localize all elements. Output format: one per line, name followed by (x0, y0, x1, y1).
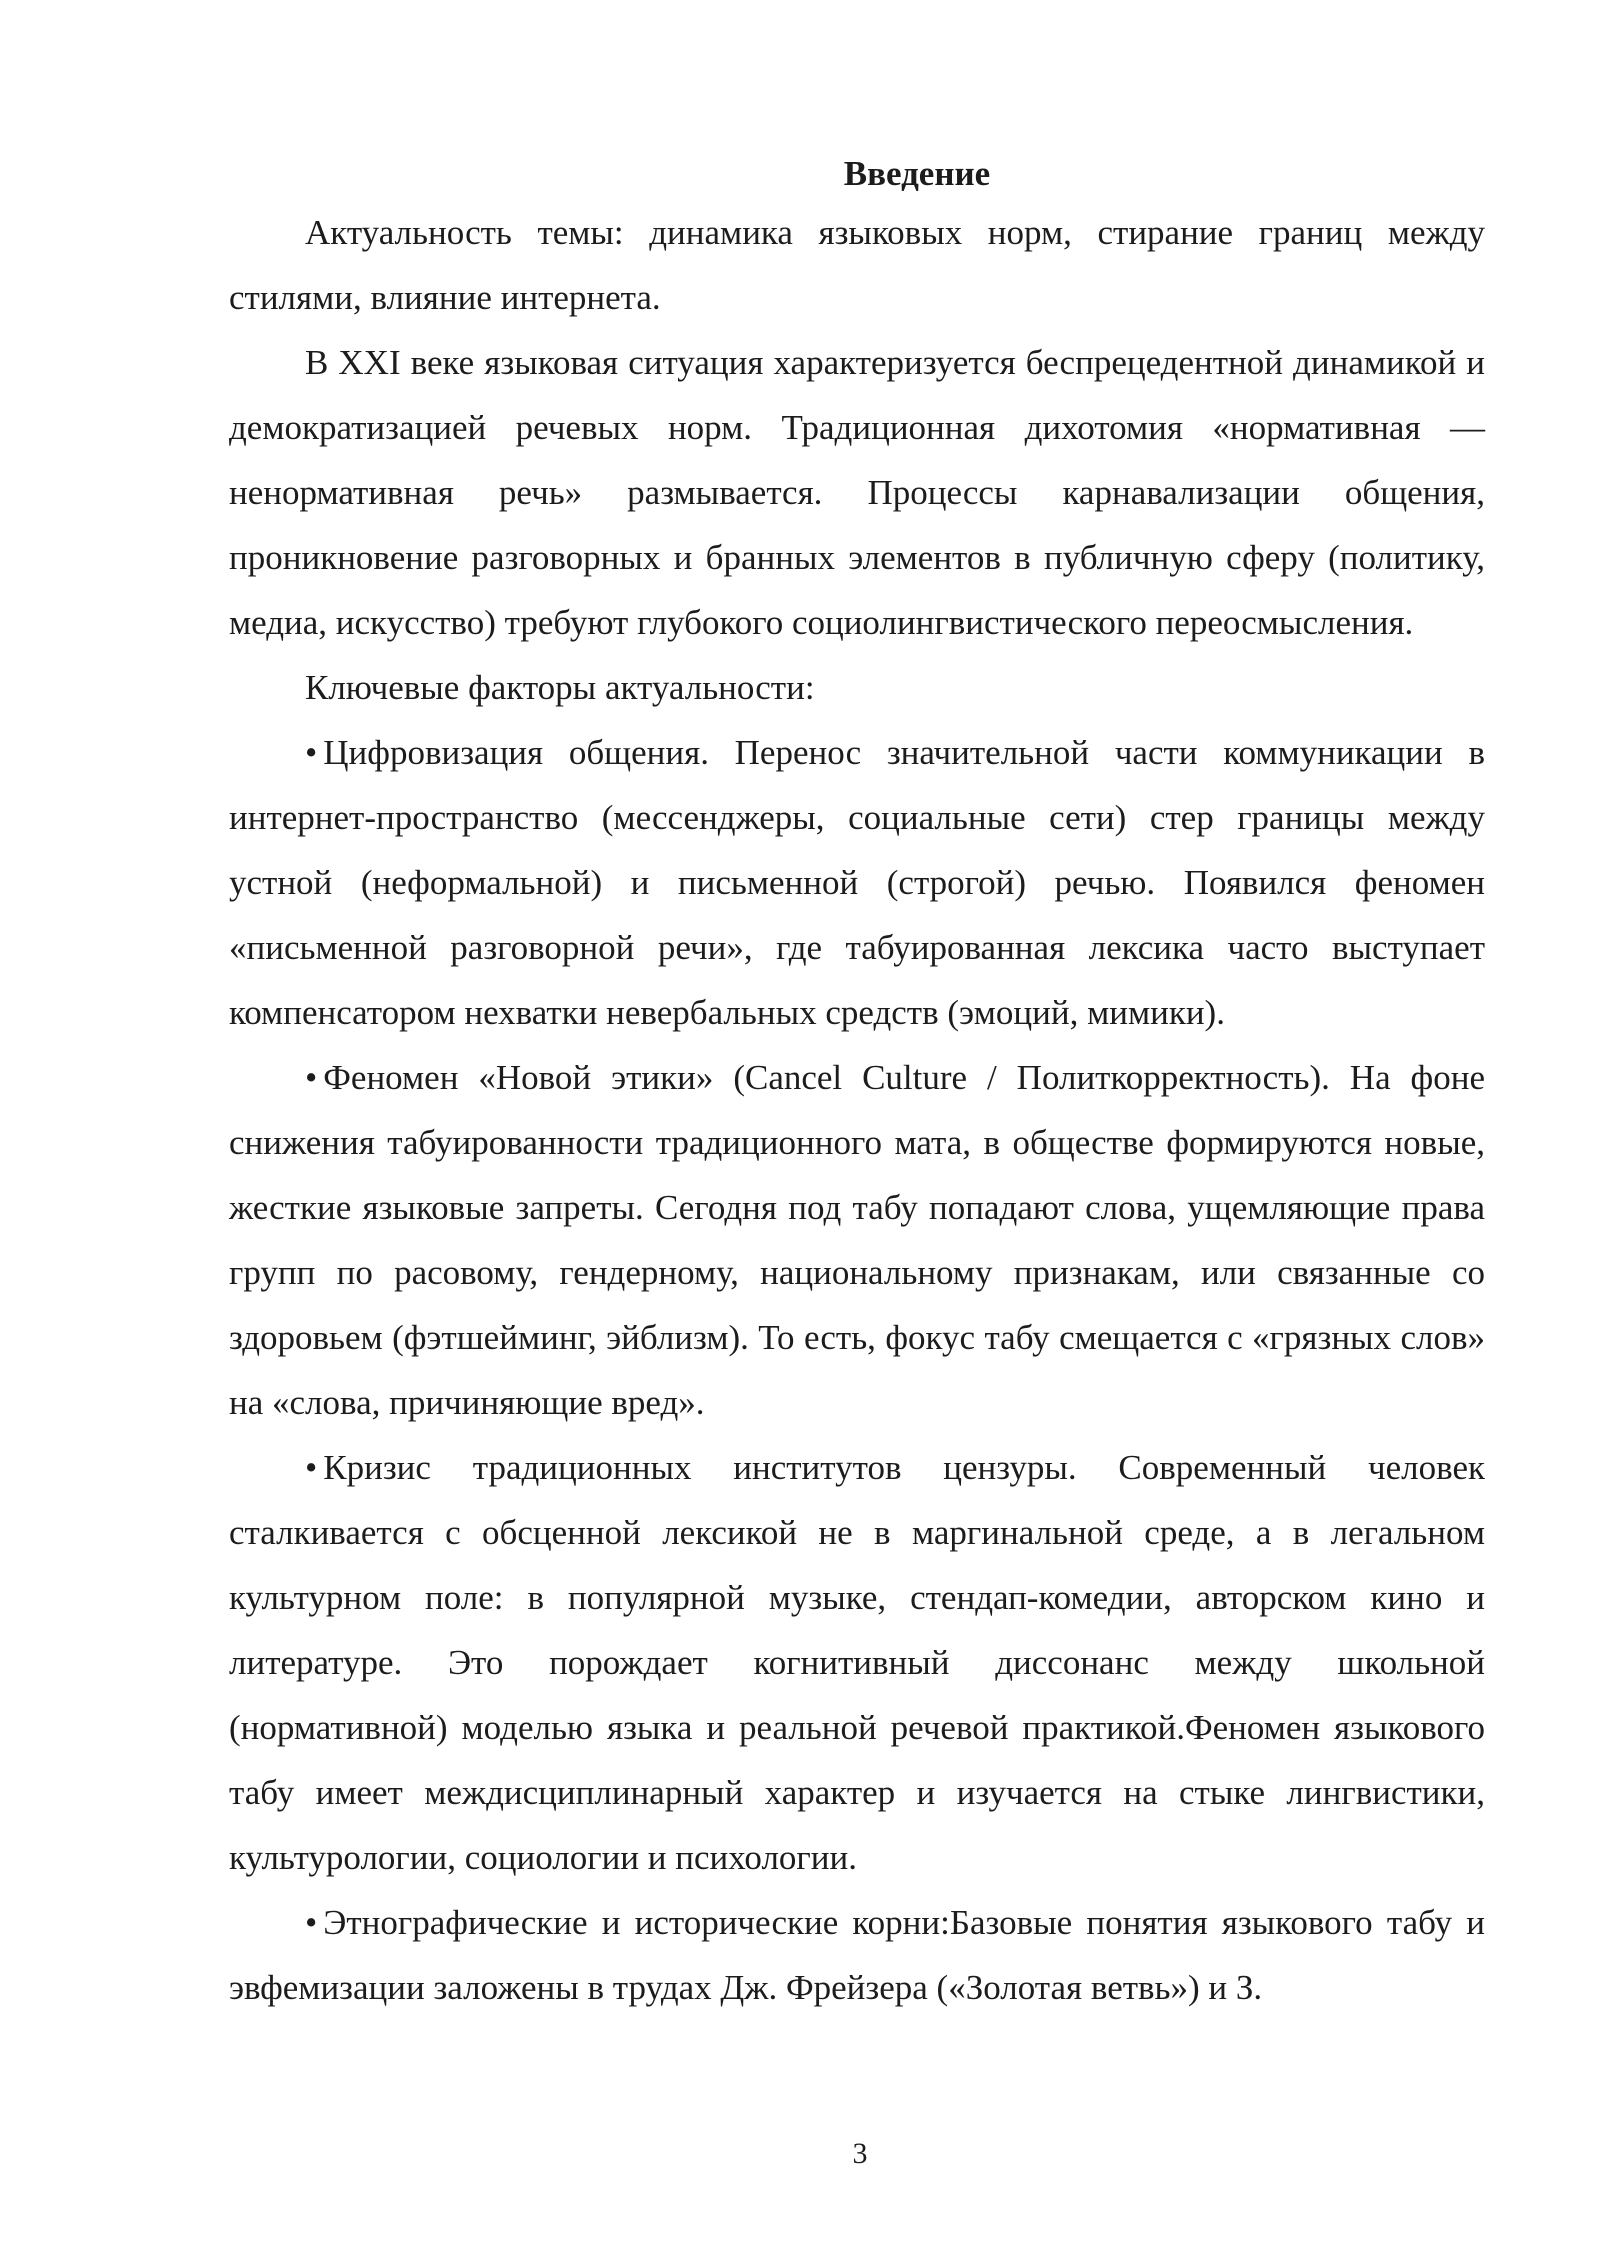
paragraph-language-situation: В XXI веке языковая ситуация характеризуется беспрецедентной динамикой и демократизацией речевых норм. Традиционная дихотомия «нормативная — ненормативная речь» размывается. Процессы карнавализации общения, проникновение разговорных и бранных элементов в публичную сферу (политику, медиа, искусство) требуют глубокого социолингвистического переосмысления. (229, 343, 1485, 642)
bullet-icon: • (305, 1058, 318, 1097)
bullet-item-new-ethics (229, 1045, 1485, 1435)
bullet-item-digitalization (229, 720, 1485, 1045)
bullet-icon: • (305, 733, 318, 772)
page-body (229, 148, 1485, 2020)
bullet-item-censorship-crisis (229, 1435, 1485, 1890)
paragraph-relevance-topic: Актуальность темы: динамика языковых норм, стирание границ между стилями, влияние интернета. (229, 213, 1485, 317)
bullet-text: Цифровизация общения. Перенос значительной части коммуникации в интернет-пространство (мессенджеры, социальные сети) стер границы между устной (неформальной) и письменной (строгой) речью. Появился феномен «письменной разговорной речи», где табуированная лексика часто выступает компенсатором нехватки невербальных средств (эмоций, мимики). (229, 733, 1485, 1032)
paragraph-key-factors-intro: Ключевые факторы актуальности: (305, 668, 815, 707)
page-number: 3 (852, 2137, 868, 2170)
bullet-text: Кризис традиционных институтов цензуры. Современный человек сталкивается с обсценной лексикой не в маргинальной среде, а в легальном культурном поле: в популярной музыке, стендап-комедии, авторском кино и литературе. Это порождает когнитивный диссонанс между школьной (нормативной) моделью языка и реальной речевой практикой.Феномен языкового табу имеет междисциплинарный характер и изучается на стыке лингвистики, культурологии, социологии и психологии. (229, 1448, 1485, 1877)
section-heading: Введение (843, 154, 991, 193)
bullet-text: Феномен «Новой этики» (Cancel Culture / Политкорректность). На фоне снижения табуированности традиционного мата, в обществе формируются новые, жесткие языковые запреты. Сегодня под табу попадают слова, ущемляющие права групп по расовому, гендерному, национальному признакам, или связанные со здоровьем (фэтшейминг, эйблизм). То есть, фокус табу смещается с «грязных слов» на «слова, причиняющие вред». (229, 1058, 1485, 1422)
bullet-item-ethnographic-roots (229, 1890, 1485, 2020)
bullet-icon: • (305, 1903, 318, 1942)
bullet-icon: • (305, 1448, 318, 1487)
bullet-text: Этнографические и исторические корни:Базовые понятия языкового табу и эвфемизации заложены в трудах Дж. Фрейзера («Золотая ветвь») и З. (229, 1903, 1485, 2007)
